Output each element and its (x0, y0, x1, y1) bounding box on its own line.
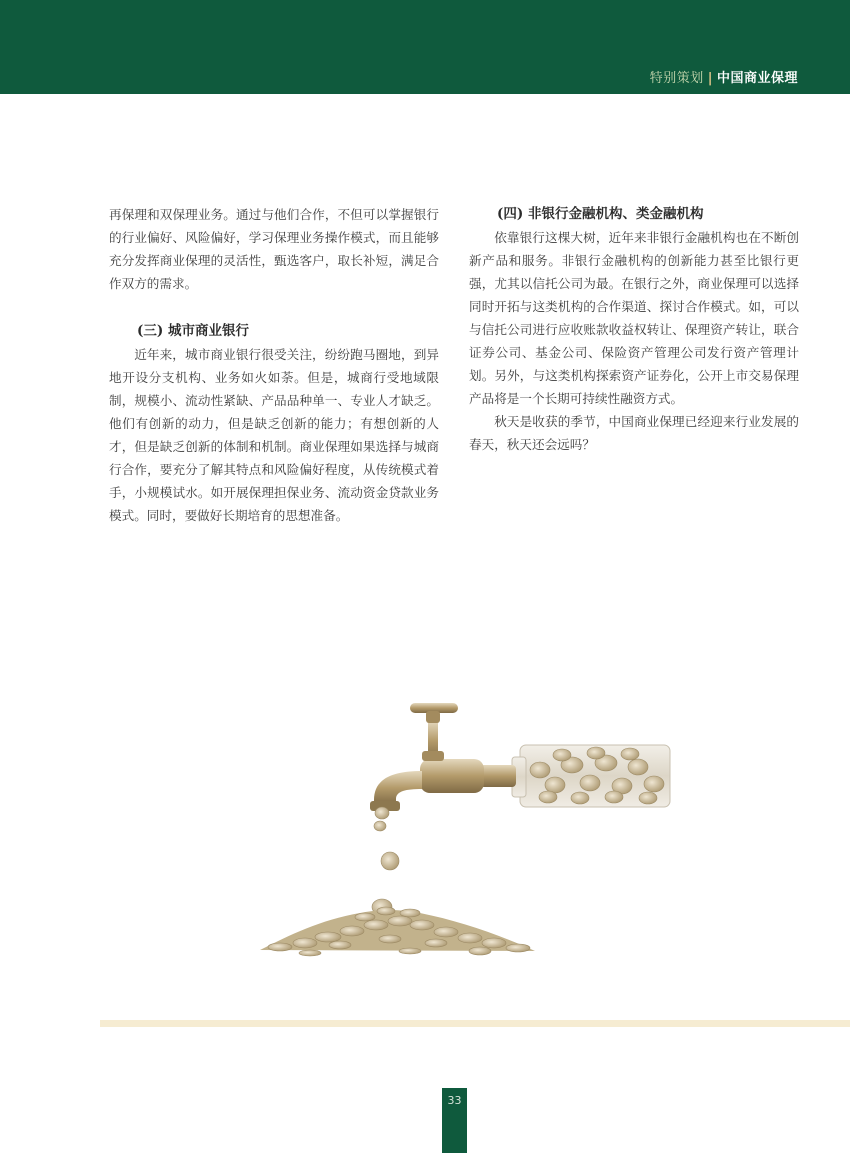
spacer (109, 295, 439, 318)
footer-divider (100, 1020, 850, 1027)
header-topic-label: 中国商业保理 (716, 71, 798, 86)
faucet-icon (370, 703, 516, 811)
closing-paragraph: 秋天是收获的季节，中国商业保理已经迎来行业发展的春天，秋天还会远吗？ (469, 414, 799, 452)
running-header (650, 67, 798, 86)
header-band (0, 0, 850, 94)
left-column (109, 203, 439, 527)
coin-pile (260, 907, 535, 956)
section-heading-city-banks: (三) 城市商业银行 (137, 323, 249, 339)
faucet-coins-illustration (250, 685, 680, 975)
page-number-tab (442, 1088, 467, 1153)
header-separator: | (707, 71, 713, 86)
page-number: 33 (447, 1094, 462, 1107)
falling-coins (372, 807, 399, 915)
coin-bottle (512, 745, 670, 807)
city-banks-paragraph: 近年来，城市商业银行很受关注，纷纷跑马圈地，到异地开设分支机构、业务如火如荼。但是，城商行受地域限制，规模小、流动性紧缺、产品品种单一、专业人才缺乏。他们有创新的动力，但是缺乏创新的能力；有想创新的人才，但是缺乏创新的体制和机制。商业保理如果选择与城商行合作，要充分了解其特点和风险偏好程度，从传统模式着手，小规模试水。如开展保理担保业务、流动资金贷款业务模式。同时，要做好长期培育的思想准备。 (109, 347, 439, 523)
right-column (469, 203, 799, 456)
nonbank-paragraph: 依靠银行这棵大树，近年来非银行金融机构也在不断创新产品和服务。非银行金融机构的创新能力甚至比银行更强，尤其以信托公司为最。在银行之外，商业保理可以选择同时开拓与这类机构的合作渠道、探讨合作模式。如，可以与信托公司进行应收账款收益权转让、保理资产转让，联合证券公司、基金公司、保险资产管理公司发行资产管理计划。另外，与这类机构探索资产证券化，公开上市交易保理产品将是一个长期可持续性融资方式。 (469, 230, 799, 406)
header-section-label: 特别策划 (649, 71, 704, 86)
section-heading-nonbank: (四) 非银行金融机构、类金融机构 (497, 206, 704, 222)
intro-paragraph: 再保理和双保理业务。通过与他们合作，不但可以掌握银行的行业偏好、风险偏好，学习保理业务操作模式，而且能够充分发挥商业保理的灵活性，甄选客户，取长补短，满足合作双方的需求。 (109, 207, 439, 291)
